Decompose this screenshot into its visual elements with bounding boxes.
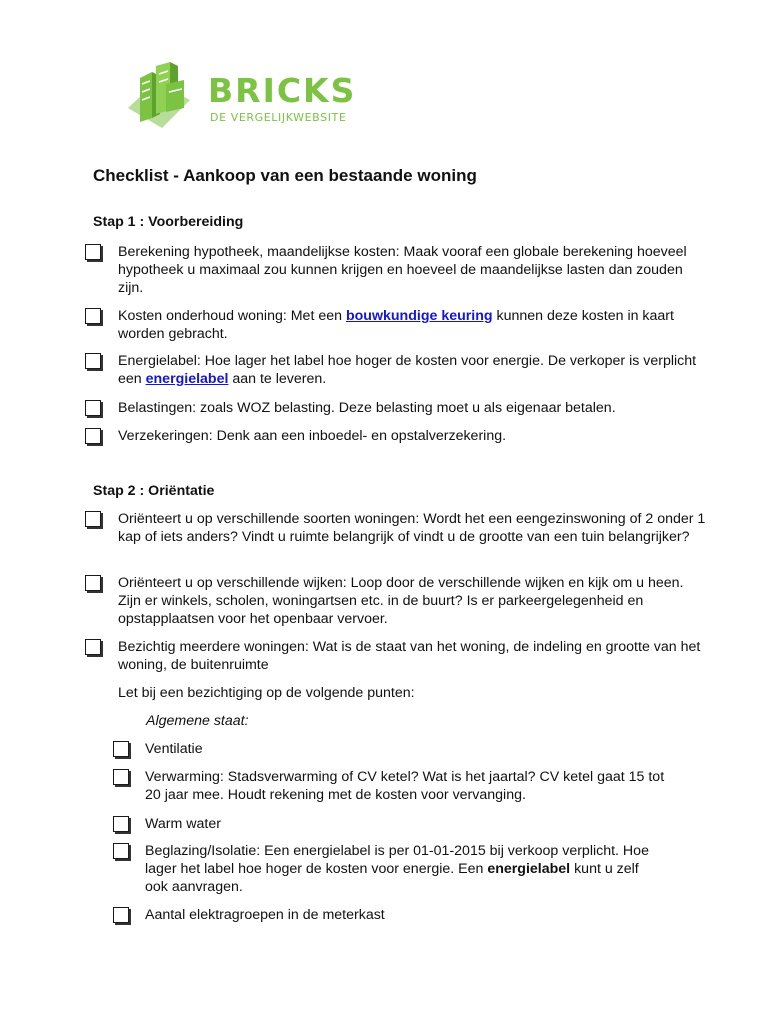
checkbox[interactable]: [85, 639, 101, 655]
step2-heading: Stap 2 : Oriëntatie: [93, 483, 215, 499]
checkbox[interactable]: [113, 907, 129, 923]
energielabel-bold: energielabel: [487, 861, 571, 877]
item-text: Oriënteert u op verschillende wijken: Loop door de verschillende wijken en kijk om u heen. Zijn er winkels, scholen, woningartsen etc. in de buurt? Is er parkeergelegenheid en opstapplaatsen voor het openbaar vervoer.: [118, 575, 684, 627]
item-text: Warm water: [145, 816, 221, 832]
step1-heading: Stap 1 : Voorbereiding: [93, 214, 244, 230]
checkbox[interactable]: [85, 511, 101, 527]
item-text: Kosten onderhoud woning: Met een bouwkundige keuring kunnen deze kosten in kaart worden gebracht.: [118, 308, 674, 342]
brand-name: BRICKS: [208, 71, 357, 110]
checkbox[interactable]: [85, 400, 101, 416]
checkbox[interactable]: [113, 816, 129, 832]
item-text: Aantal elektragroepen in de meterkast: [145, 907, 385, 923]
item-text: Belastingen: zoals WOZ belasting. Deze belasting moet u als eigenaar betalen.: [118, 400, 616, 416]
checkbox[interactable]: [113, 769, 129, 785]
bouwkundige-keuring-link[interactable]: bouwkundige keuring: [345, 308, 493, 324]
item-text: Bezichtig meerdere woningen: Wat is de staat van het woning, de indeling en grootte van het woning, de buitenruimte: [118, 639, 701, 673]
energielabel-link[interactable]: energielabel: [145, 371, 229, 387]
checkbox[interactable]: [85, 428, 101, 444]
item-text: Verzekeringen: Denk aan een inboedel- en opstalverzekering.: [118, 428, 507, 444]
checkbox[interactable]: [85, 575, 101, 591]
brand-tagline: DE VERGELIJKWEBSITE: [210, 111, 347, 124]
checkbox[interactable]: [85, 353, 101, 369]
checkbox[interactable]: [113, 843, 129, 859]
item-text: Beglazing/Isolatie: Een energielabel is per 01-01-2015 bij verkoop verplicht. Hoe lager het label hoe hoger de kosten voor energie. Een energielabel kunt u zelf ook aanvragen.: [145, 843, 649, 895]
item-text: Verwarming: Stadsverwarming of CV ketel? Wat is het jaartal? CV ketel gaat 15 tot 20 jaar mee. Houdt rekening met de kosten voor vervanging.: [145, 769, 665, 803]
item-text: Oriënteert u op verschillende soorten woningen: Wordt het een eengezinswoning of 2 onder 1 kap of iets anders? Vindt u ruimte belangrijk of vindt u de grootte van een tuin belangrijker?: [118, 511, 706, 545]
checkbox[interactable]: [85, 244, 101, 260]
item-text: Berekening hypotheek, maandelijkse kosten: Maak vooraf een globale berekening hoeveel hypotheek u maximaal zou kunnen krijgen en hoeveel de maandelijkse lasten dan zouden zijn.: [118, 244, 687, 296]
page-title: Checklist - Aankoop van een bestaande woning: [93, 166, 477, 185]
checkbox[interactable]: [85, 308, 101, 324]
viewing-note: Let bij een bezichtiging op de volgende punten:: [118, 685, 415, 701]
buildings-logo-icon: [126, 60, 192, 130]
item-text: Energielabel: Hoe lager het label hoe hoger de kosten voor energie. De verkoper is verplicht een energielabel aan te leveren.: [118, 353, 697, 387]
checkbox[interactable]: [113, 741, 129, 757]
general-condition-subheading: Algemene staat:: [146, 713, 249, 729]
item-text: Ventilatie: [145, 741, 203, 757]
bricks-logo: [126, 60, 386, 136]
